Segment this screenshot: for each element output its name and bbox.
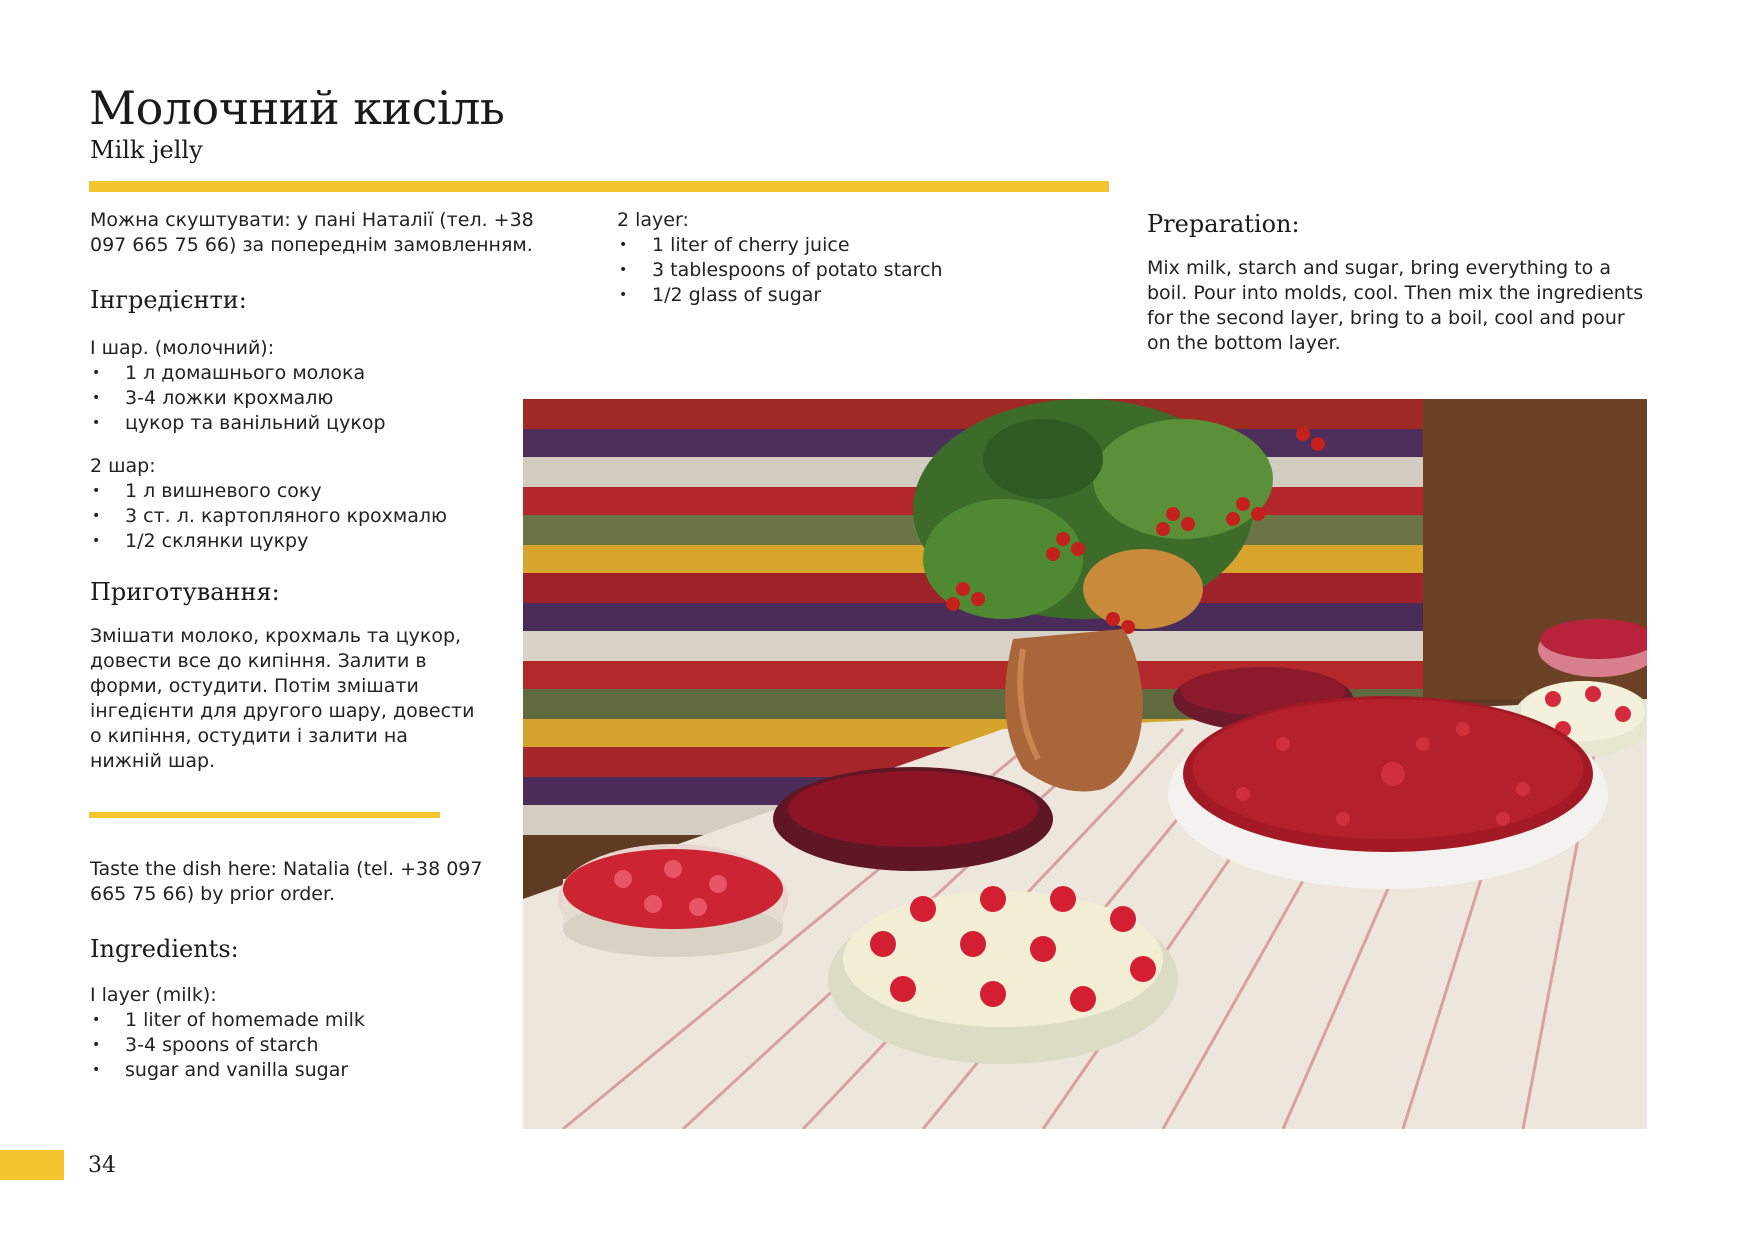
list-item: • 1/2 glass of sugar xyxy=(617,283,1077,308)
en-layer1-label: I layer (milk): xyxy=(90,984,217,1006)
en-layer2-list xyxy=(617,233,1077,308)
list-item: • 3-4 ложки крохмалю xyxy=(90,386,560,411)
page-tab-marker xyxy=(0,1150,64,1180)
clay-jug xyxy=(1005,629,1143,792)
english-preparation xyxy=(1147,208,1667,356)
ua-layer1-list xyxy=(90,361,560,436)
en-taste-note: Taste the dish here: Natalia (tel. +38 097 665 75 66) by prior order. xyxy=(90,858,483,905)
en-ingredients-heading: Ingredients: xyxy=(90,935,239,963)
ua-layer2-list xyxy=(90,479,560,554)
section-divider xyxy=(89,812,440,818)
en-preparation-heading: Preparation: xyxy=(1147,210,1300,238)
list-item: • 3 ст. л. картопляного крохмалю xyxy=(90,504,560,529)
title-divider xyxy=(89,181,1109,192)
en-layer1-list xyxy=(90,1008,540,1083)
ua-layer2-label: 2 шар: xyxy=(90,455,156,477)
list-item: • 3 tablespoons of potato starch xyxy=(617,258,1077,283)
list-item: • 1 л домашнього молока xyxy=(90,361,560,386)
ukrainian-recipe xyxy=(90,208,560,774)
list-item: • 1/2 склянки цукру xyxy=(90,529,560,554)
en-preparation-text: Mix milk, starch and sugar, bring everything to a boil. Pour into molds, cool. Then mix the ingredients for the second layer, bring to a boil, cool and pour on the bottom layer. xyxy=(1147,257,1644,354)
list-item: • цукор та ванільний цукор xyxy=(90,411,560,436)
ua-preparation-text: Змішати молоко, крохмаль та цукор, довести все до кипіння. Залити в форми, остудити. Потім змішати інгедієнти для другого шару, довести о кипіння, остудити і залити на нижній шар. xyxy=(90,625,475,772)
photo-illustration xyxy=(523,399,1647,1129)
list-item: • 1 liter of homemade milk xyxy=(90,1008,540,1033)
english-layer2 xyxy=(617,208,1077,308)
en-layer2-label: 2 layer: xyxy=(617,209,689,231)
list-item: • 1 л вишневого соку xyxy=(90,479,560,504)
page-title: Молочний кисіль xyxy=(89,81,505,135)
ua-taste-note: Можна скуштувати: у пані Наталії (тел. +38 097 665 75 66) за попереднім замовленням. xyxy=(90,209,534,256)
ua-preparation-heading: Приготування: xyxy=(90,578,280,606)
list-item: • 1 liter of cherry juice xyxy=(617,233,1077,258)
english-recipe-start xyxy=(90,857,540,1083)
ua-layer1-label: І шар. (молочний): xyxy=(90,337,275,359)
page-subtitle: Milk jelly xyxy=(90,136,203,164)
dessert-photo xyxy=(523,399,1647,1129)
list-item: • sugar and vanilla sugar xyxy=(90,1058,540,1083)
ua-ingredients-heading: Інгредієнти: xyxy=(90,286,247,314)
list-item: • 3-4 spoons of starch xyxy=(90,1033,540,1058)
page-number: 34 xyxy=(88,1153,116,1178)
